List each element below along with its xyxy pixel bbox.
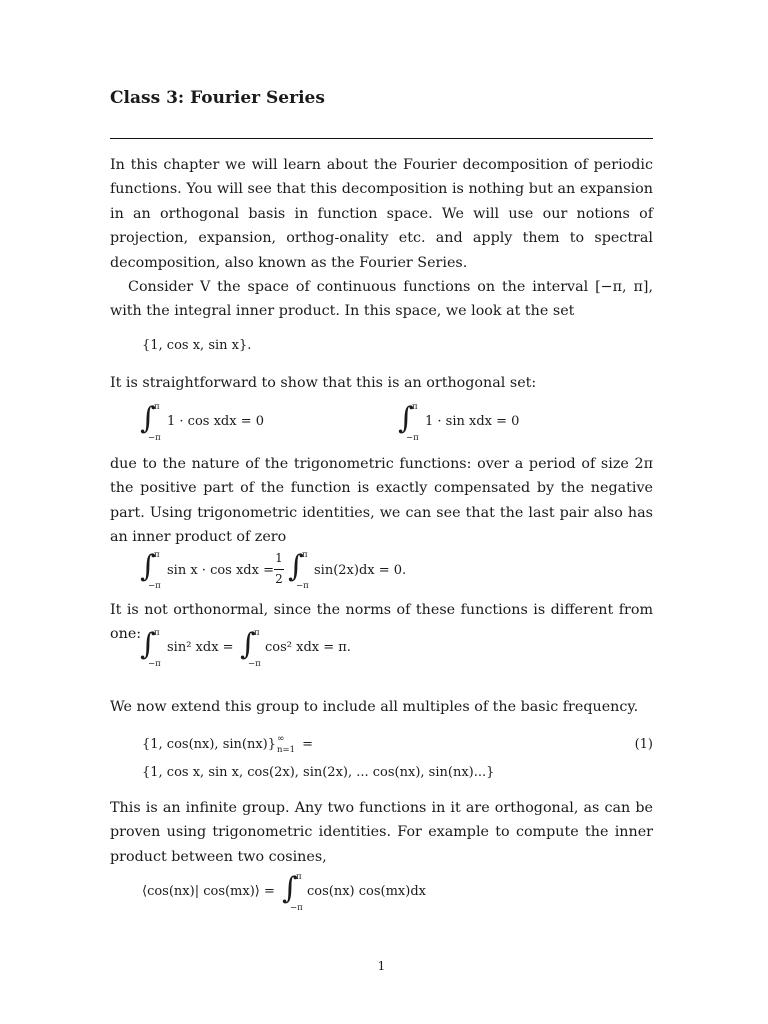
group-sub: n=1: [277, 745, 296, 755]
upper-limit: π: [412, 402, 418, 412]
lower-limit: −π: [148, 659, 161, 669]
equation-number: (1): [634, 737, 653, 752]
integrand: 1 · cos xdx = 0: [167, 414, 264, 429]
paragraph-nature: due to the nature of the trigonometric functions: over a period of size 2π the positive part of the function is exactly compensated by the negative part. Using trigonometric identities, we can see that the last pair also has an inner product of zero: [110, 456, 653, 546]
inner-lhs: ⟨cos(nx)| cos(mx)⟩ =: [142, 884, 275, 899]
integral-sign: ∫: [140, 549, 156, 584]
paragraph-consider: Consider V the space of continuous functions on the interval [−π, π], with the integral inner product. In this space, we look at the set: [110, 279, 653, 320]
group-sup: ∞: [277, 734, 285, 744]
integral-sign: ∫: [288, 549, 304, 584]
lower-limit: −π: [148, 433, 161, 443]
integral-sign: ∫: [140, 401, 156, 436]
integrand: sin² xdx =: [167, 640, 234, 655]
upper-limit: π: [254, 628, 260, 638]
paragraph-extend: We now extend this group to include all multiples of the basic frequency.: [110, 699, 639, 715]
lower-limit: −π: [296, 581, 309, 591]
group-line-2: {1, cos x, sin x, cos(2x), sin(2x), ... cos(nx), sin(nx)...}: [142, 765, 495, 780]
upper-limit: π: [154, 402, 160, 412]
integrand: sin(2x)dx = 0.: [314, 563, 407, 578]
lower-limit: −π: [248, 659, 261, 669]
integrand: cos² xdx = π.: [265, 640, 351, 655]
integral-sign: ∫: [240, 627, 256, 662]
paragraph-orthogonal: It is straightforward to show that this is an orthogonal set:: [110, 375, 537, 391]
integral-sign: ∫: [398, 401, 414, 436]
upper-limit: π: [296, 872, 302, 882]
lower-limit: −π: [148, 581, 161, 591]
fraction-denominator: 2: [275, 572, 283, 586]
page-number: 1: [377, 959, 386, 973]
integrand: sin x · cos xdx =: [167, 563, 274, 578]
upper-limit: π: [154, 550, 160, 560]
page-title: Class 3: Fourier Series: [110, 88, 325, 108]
integrand: cos(nx) cos(mx)dx: [307, 884, 426, 899]
fraction-line: [274, 569, 284, 570]
paragraph-intro: In this chapter we will learn about the Fourier decomposition of periodic functions. You will see that this decomposition is nothing but an expansion in an orthogonal basis in function space. We will use our notions of projection, expansion, orthog-onality etc. and apply them to spectral decomposition, also known as the Fourier Series.: [110, 157, 653, 271]
group-line-1: {1, cos(nx), sin(nx)} ∞ n=1 =: [142, 734, 314, 755]
upper-limit: π: [302, 550, 308, 560]
upper-limit: π: [154, 628, 160, 638]
paragraph-orthonormal: It is not orthonormal, since the norms of these functions is different from one:: [110, 602, 653, 643]
lower-limit: −π: [290, 903, 303, 913]
title-rule: [110, 138, 653, 139]
integral-sign: ∫: [140, 627, 156, 662]
fraction-numerator: 1: [275, 551, 283, 565]
integrand: 1 · sin xdx = 0: [425, 414, 520, 429]
integral-sign: ∫: [282, 871, 298, 906]
equation-set: {1, cos x, sin x}.: [142, 338, 252, 353]
paragraph-infinite: This is an infinite group. Any two functions in it are orthogonal, as can be proven using trigonometric identities. For example to compute the inner product between two cosines,: [110, 800, 653, 865]
lower-limit: −π: [406, 433, 419, 443]
